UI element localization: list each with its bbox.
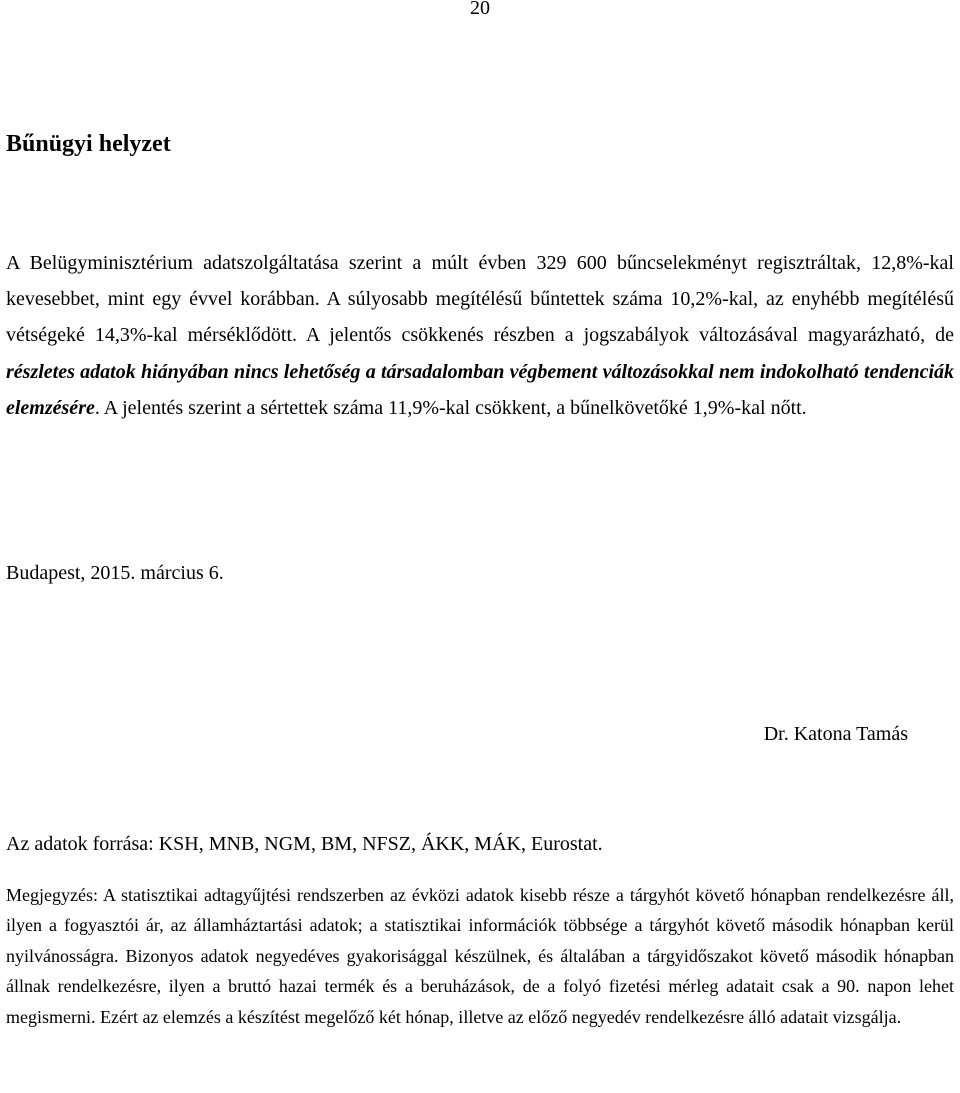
main-paragraph <box>6 245 954 426</box>
paragraph-text-end: . A jelentés szerint a sértettek száma 11,9%-kal csökkent, a bűnelkövetőké 1,9%-kal nőtt. <box>94 396 807 419</box>
place-date: Budapest, 2015. március 6. <box>6 562 224 584</box>
data-source-note: Az adatok forrása: KSH, MNB, NGM, BM, NFSZ, ÁKK, MÁK, Eurostat. <box>6 833 603 855</box>
page-number: 20 <box>470 0 490 19</box>
footnote: Megjegyzés: A statisztikai adtagyűjtési rendszerben az évközi adatok kisebb része a tárgyhót követő hónapban rendelkezésre áll, ilyen a fogyasztói ár, az államháztartási adatok; a statisztikai információk többsége a tárgyhót követő második hónapban kerül nyilvánosságra. Bizonyos adatok negyedéves gyakorisággal készülnek, és általában a tárgyidőszakot követő második hónapban állnak rendelkezésre, ilyen a bruttó hazai termék és a beruházások, de a folyó fizetési mérleg adatait csak a 90. napon lehet megismerni. Ezért az elemzés a készítést megelőző két hónap, illetve az előző negyedév rendelkezésre álló adatait vizsgálja. <box>6 885 954 1027</box>
paragraph-emphasis: részletes adatok hiányában nincs lehetőség a társadalomban végbement változásokkal nem indokolható tendenciák elemzésére <box>6 360 954 419</box>
paragraph-text-start: A Belügyminisztérium adatszolgáltatása szerint a múlt évben 329 600 bűncselekményt regisztráltak, 12,8%-kal kevesebbet, mint egy évvel korábban. A súlyosabb megítélésű bűntettek száma 10,2%-kal, az enyhébb megítélésű vétségeké 14,3%-kal mérséklődött. A jelentős csökkenés részben a jogszabályok változásával magyarázható, de <box>6 252 954 347</box>
signature-name: Dr. Katona Tamás <box>763 723 908 745</box>
section-heading: Bűnügyi helyzet <box>6 131 171 157</box>
